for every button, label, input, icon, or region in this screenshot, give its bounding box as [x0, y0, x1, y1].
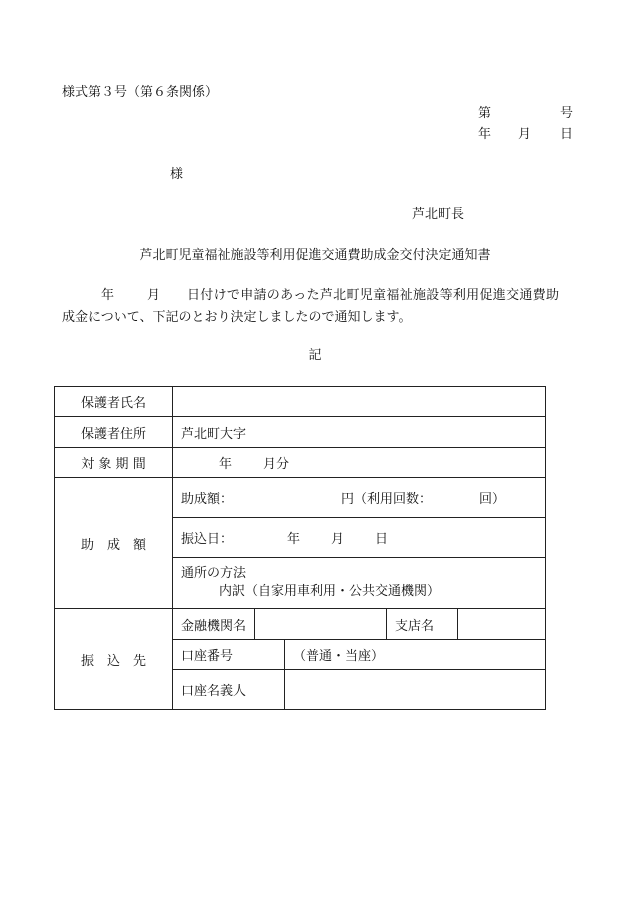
transfer-date-field[interactable]	[173, 518, 546, 558]
body-month: 月	[147, 288, 161, 303]
amount-yen-label: 円（利用回数：	[341, 492, 433, 507]
form-number-label: 様式第３号（第６条関係）	[62, 85, 219, 100]
decision-details-table	[54, 386, 546, 710]
account-holder-label: 口座名義人	[173, 670, 285, 710]
sender-name: 芦北町長	[412, 207, 465, 222]
row-period	[55, 448, 546, 478]
commute-method-detail: 内訳（自家用車利用・公共交通機関）	[219, 584, 441, 599]
transfer-day: 日	[375, 532, 389, 547]
transfer-year: 年	[287, 532, 301, 547]
period-month: 月分	[263, 457, 290, 472]
body-text-line-1	[101, 289, 559, 302]
destination-label: 振 込 先	[55, 609, 173, 710]
issue-date-month: 月	[518, 127, 532, 142]
amount-times-label: 回）	[479, 492, 506, 507]
commute-method-field[interactable]	[173, 558, 546, 609]
account-holder-field[interactable]	[285, 670, 546, 710]
account-type: （普通・当座）	[293, 649, 385, 664]
bank-name-field[interactable]	[255, 609, 387, 640]
branch-name-label: 支店名	[387, 609, 458, 640]
addressee-honorific: 様	[170, 167, 184, 182]
ki-heading: 記	[308, 348, 322, 363]
row-guardian-address	[55, 417, 546, 448]
document-title: 芦北町児童福祉施設等利用促進交通費助成金交付決定通知書	[139, 248, 491, 263]
transfer-month: 月	[331, 532, 345, 547]
guardian-name-label: 保護者氏名	[55, 387, 173, 417]
period-field[interactable]	[173, 448, 546, 478]
guardian-name-field[interactable]	[173, 387, 546, 417]
account-number-label: 口座番号	[173, 640, 285, 670]
guardian-address-field[interactable]	[173, 417, 546, 448]
row-guardian-name	[55, 387, 546, 417]
period-label: 対 象 期 間	[55, 448, 173, 478]
period-year: 年	[219, 457, 233, 472]
commute-method-label: 通所の方法	[181, 566, 247, 582]
guardian-address-label: 保護者住所	[55, 417, 173, 448]
issue-date-day: 日	[560, 127, 574, 142]
transfer-date-label: 振込日：	[181, 532, 234, 547]
body-line1-rest: 日付けで申請のあった芦北町児童福祉施設等利用促進交通費助	[187, 288, 560, 303]
body-text-line-2: 成金について、下記のとおり決定しましたので通知します。	[62, 310, 412, 325]
body-year: 年	[101, 288, 115, 303]
amount-label: 助成額：	[181, 492, 234, 507]
account-number-field[interactable]	[285, 640, 546, 670]
amount-field[interactable]	[173, 478, 546, 518]
subsidy-label: 助 成 額	[55, 478, 173, 609]
row-amount	[55, 478, 546, 518]
document-number-label: 第	[478, 106, 492, 121]
branch-name-field[interactable]	[458, 609, 546, 640]
issue-date-year: 年	[478, 127, 492, 142]
bank-name-label: 金融機関名	[173, 609, 255, 640]
document-number-suffix: 号	[560, 106, 574, 121]
row-bank	[55, 609, 546, 640]
guardian-address-value: 芦北町大字	[181, 426, 247, 442]
